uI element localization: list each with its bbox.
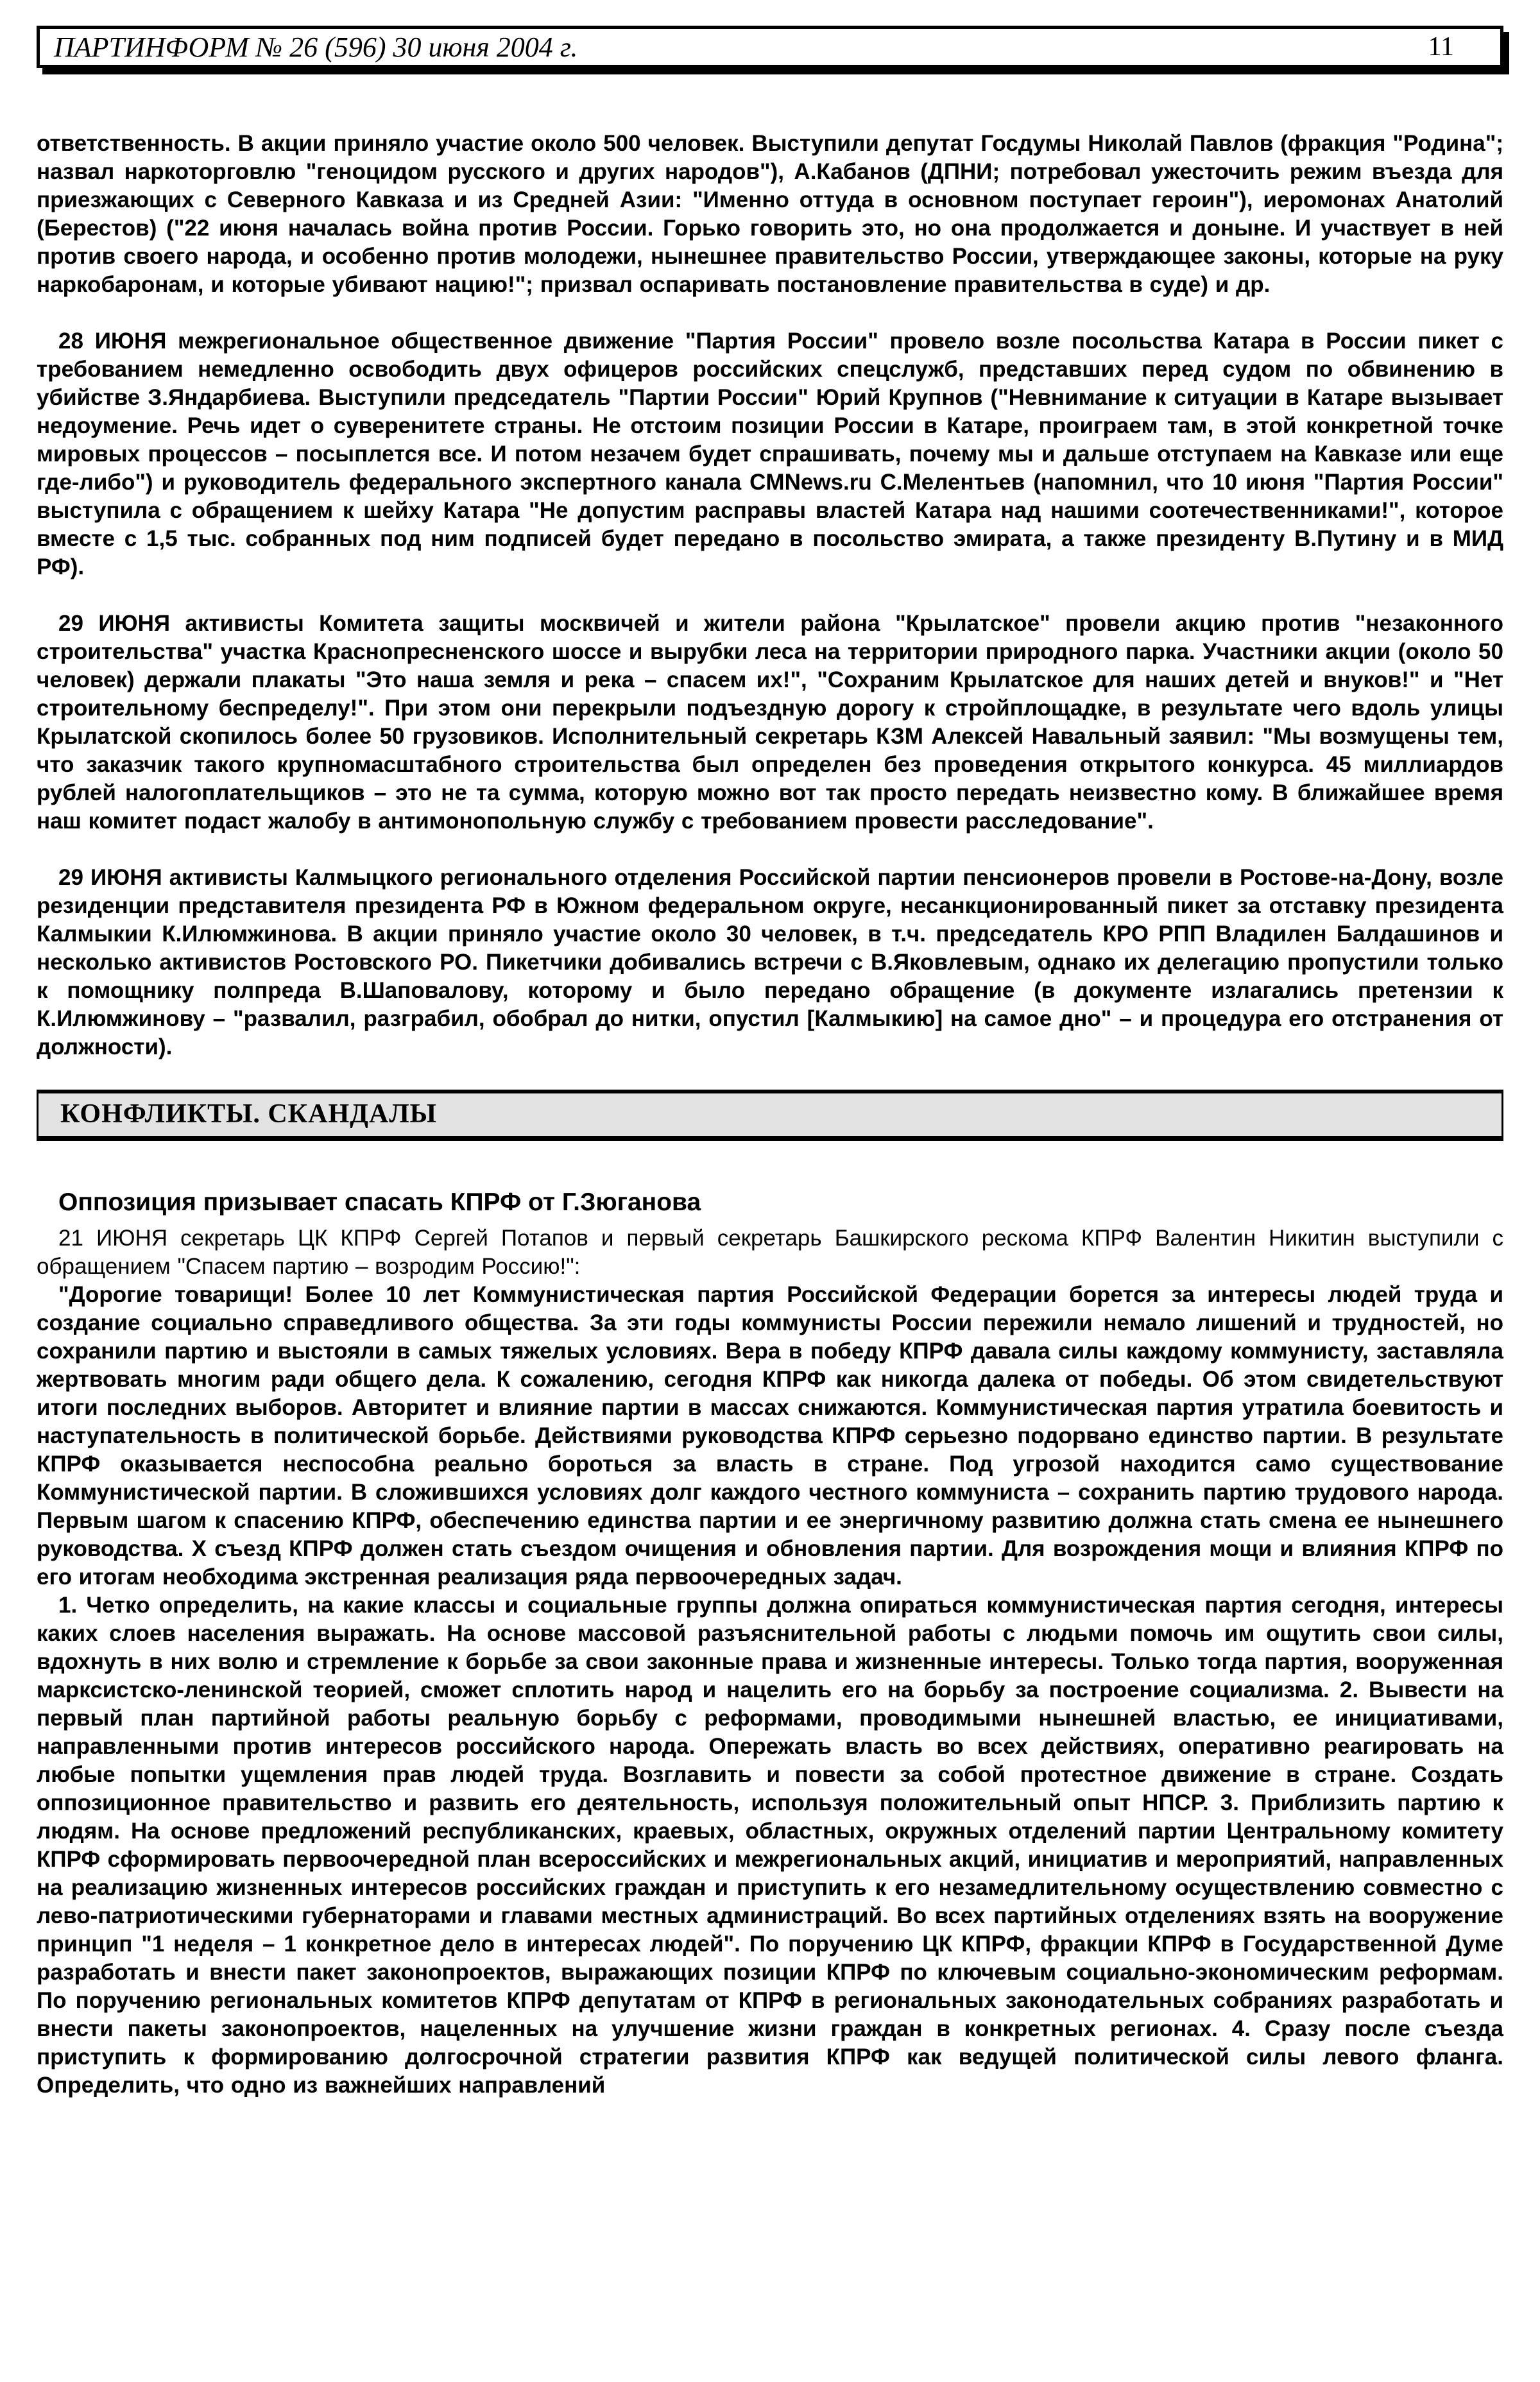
news-paragraph-29-june-krylatskoe: 29 ИЮНЯ активисты Комитета защиты москвичей и жители района "Крылатское" провели акцию против "незаконного строительства" участка Краснопресненского шоссе и вырубки леса на территории природного парка. Участники акции (около 50 человек) держали плакаты "Это наша земля и река – спасем их!", "Сохраним Крылатское для наших детей и внуков!" и "Нет строительному беспределу!". При этом они перекрыли подъездную дорогу к стройплощадке, в результате чего вдоль улицы Крылатской скопилось более 50 грузовиков. Исполнительный секретарь КЗМ Алексей Навальный заявил: "Мы возмущены тем, что заказчик такого крупномасштабного строительства был определен без проведения открытого конкурса. 45 миллиардов рублей налогоплательщиков – это не та сумма, которую можно вот так просто передать неизвестно кому. В ближайшее время наш комитет подаст жалобу в антимонопольную службу с требованием провести расследование". xyxy=(37,611,1503,834)
article-intro-paragraph: 21 ИЮНЯ секретарь ЦК КПРФ Сергей Потапов и первый секретарь Башкирского рескома КПРФ Валентин Никитин выступили с обращением "Спасем партию – возродим Россию!": xyxy=(37,1226,1503,1279)
running-head xyxy=(37,26,1503,68)
news-paragraph-continued: ответственность. В акции приняло участие около 500 человек. Выступили депутат Госдумы Николай Павлов (фракция "Родина"; назвал наркоторговлю "геноцидом русского и других народов"), А.Кабанов (ДПНИ; потребовал ужесточить режим въезда для приезжающих с Северного Кавказа и из Средней Азии: "Именно оттуда в основном поступает героин"), иеромонах Анатолий (Берестов) ("22 июня началась война против России. Горько говорить это, но она продолжается и доныне. И участвует в ней против своего народа, и особенно против молодежи, нынешнее правительство России, утверждающее законы, которые на руку наркобаронам, и которые убивают нацию!"; призвал оспаривать постановление правительства в суде) и др. xyxy=(37,131,1503,297)
news-paragraph-28-june: 28 ИЮНЯ межрегиональное общественное движение "Партия России" провело возле посольства Катара в России пикет с требованием немедленно освободить двух офицеров российских спецслужб, представших перед судом по обвинению в убийстве З.Яндарбиева. Выступили председатель "Партии России" Юрий Крупнов ("Невнимание к ситуации в Катаре вызывает недоумение. Речь идет о суверенитете страны. Не отстоим позиции России в Катаре, проиграем там, в этой конкретной точке мировых процессов – посыплется все. И потом незачем будет спрашивать, почему мы и дальше отступаем на Кавказе или еще где-либо") и руководитель федерального экспертного канала CMNews.ru С.Мелентьев (напомнил, что 10 июня "Партия России" выступила с обращением к шейху Катара "Не допустим расправы властей Катара над нашими соотечественниками!", которое вместе с 1,5 тыс. собранных под ним подписей будет передано в посольство эмирата, а также президенту В.Путину и в МИД РФ). xyxy=(37,329,1503,579)
newsletter-title: ПАРТИНФОРМ № 26 (596) 30 июня 2004 г. xyxy=(54,31,578,63)
article-address-paragraph-2: 1. Четко определить, на какие классы и социальные группы должна опираться коммунистическая партия сегодня, интересы каких слоев населения выражать. На основе массовой разъяснительной работы с людьми помочь им ощутить свои силы, вдохнуть в них волю и стремление к борьбе за свои законные права и жизненные интересы. Только тогда партия, вооруженная марксистско-ленинской теорией, сможет сплотить народ и нацелить его на борьбу за построение социализма. 2. Вывести на первый план партийной работы реальную борьбу с реформами, проводимыми нынешней властью, ее инициативами, направленными против интересов российского народа. Опережать власть во всех действиях, оперативно реагировать на любые попытки ущемления прав людей труда. Возглавить и повести за собой протестное движение в стране. Создать оппозиционное правительство и развить его деятельность, используя положительный опыт НПСР. 3. Приблизить партию к людям. На основе предложений республиканских, краевых, областных, окружных отделений партии Центральному комитету КПРФ сформировать первоочередной план всероссийских и межрегиональных акций, инициатив и мероприятий, направленных на реализацию жизненных интересов российских граждан и приступить к его незамедлительному осуществлению совместно с лево-патриотическими губернаторами и главами местных администраций. Во всех партийных отделениях взять на вооружение принцип "1 неделя – 1 конкретное дело в интересах людей". По поручению ЦК КПРФ, фракции КПРФ в Государственной Думе разработать и внести пакет законопроектов, выражающих позиции КПРФ по ключевым социально-экономическим реформам. По поручению региональных комитетов КПРФ депутатам от КПРФ в региональных законодательных собраниях разработать и внести пакеты законопроектов, нацеленных на улучшение жизни граждан в конкретных регионах. 4. Сразу после съезда приступить к формированию долгосрочной стратегии развития КПРФ как ведущей политической силы левого фланга. Определить, что одно из важнейших направлений xyxy=(37,1593,1503,2098)
news-paragraph-29-june-kalmykia: 29 ИЮНЯ активисты Калмыцкого регионального отделения Российской партии пенсионеров провели в Ростове-на-Дону, возле резиденции представителя президента РФ в Южном федеральном округе, несанкционированный пикет за отставку президента Калмыкии К.Илюмжинова. В акции приняло участие около 30 человек, в т.ч. председатель КРО РПП Владилен Балдашинов и несколько активистов Ростовского РО. Пикетчики добивались встречи с В.Яковлевым, однако их делегацию пропустили только к помощнику полпреда В.Шаповалову, которому и было передано обращение (в документе излагались претензии к К.Илюмжинову – "развалил, разграбил, обобрал до нитки, опустил [Калмыкию] на самое дно" – и процедура его отстранения от должности). xyxy=(37,865,1503,1059)
page-number: 11 xyxy=(1428,32,1454,62)
article-heading: Оппозиция призывает спасать КПРФ от Г.Зюганова xyxy=(58,1188,701,1216)
article-address-paragraph-1: "Дорогие товарищи! Более 10 лет Коммунистическая партия Российской Федерации борется за интересы людей труда и создание социально справедливого общества. За эти годы коммунисты России пережили немало лишений и трудностей, но сохранили партию и выстояли в самых тяжелых условиях. Вера в победу КПРФ давала силы каждому коммунисту, заставляла жертвовать многим ради общего дела. К сожалению, сегодня КПРФ как никогда далека от победы. Об этом свидетельствуют итоги последних выборов. Авторитет и влияние партии в массах снижаются. Коммунистическая партия утратила боевитость и наступательность в политической борьбе. Действиями руководства КПРФ серьезно подорвано единство партии. В результате КПРФ оказывается неспособна реально бороться за власть в стране. Под угрозой находится само существование Коммунистической партии. В сложившихся условиях долг каждого честного коммуниста – сохранить партию трудового народа. Первым шагом к спасению КПРФ, обеспечению единства партии и ее энергичному развитию должна стать смена ее нынешнего руководства. X съезд КПРФ должен стать съездом очищения и обновления партии. Для возрождения мощи и влияния КПРФ по его итогам необходима экстренная реализация ряда первоочередных задач. xyxy=(37,1282,1503,1589)
section-header-conflicts-scandals: КОНФЛИКТЫ. СКАНДАЛЫ xyxy=(37,1090,1503,1141)
